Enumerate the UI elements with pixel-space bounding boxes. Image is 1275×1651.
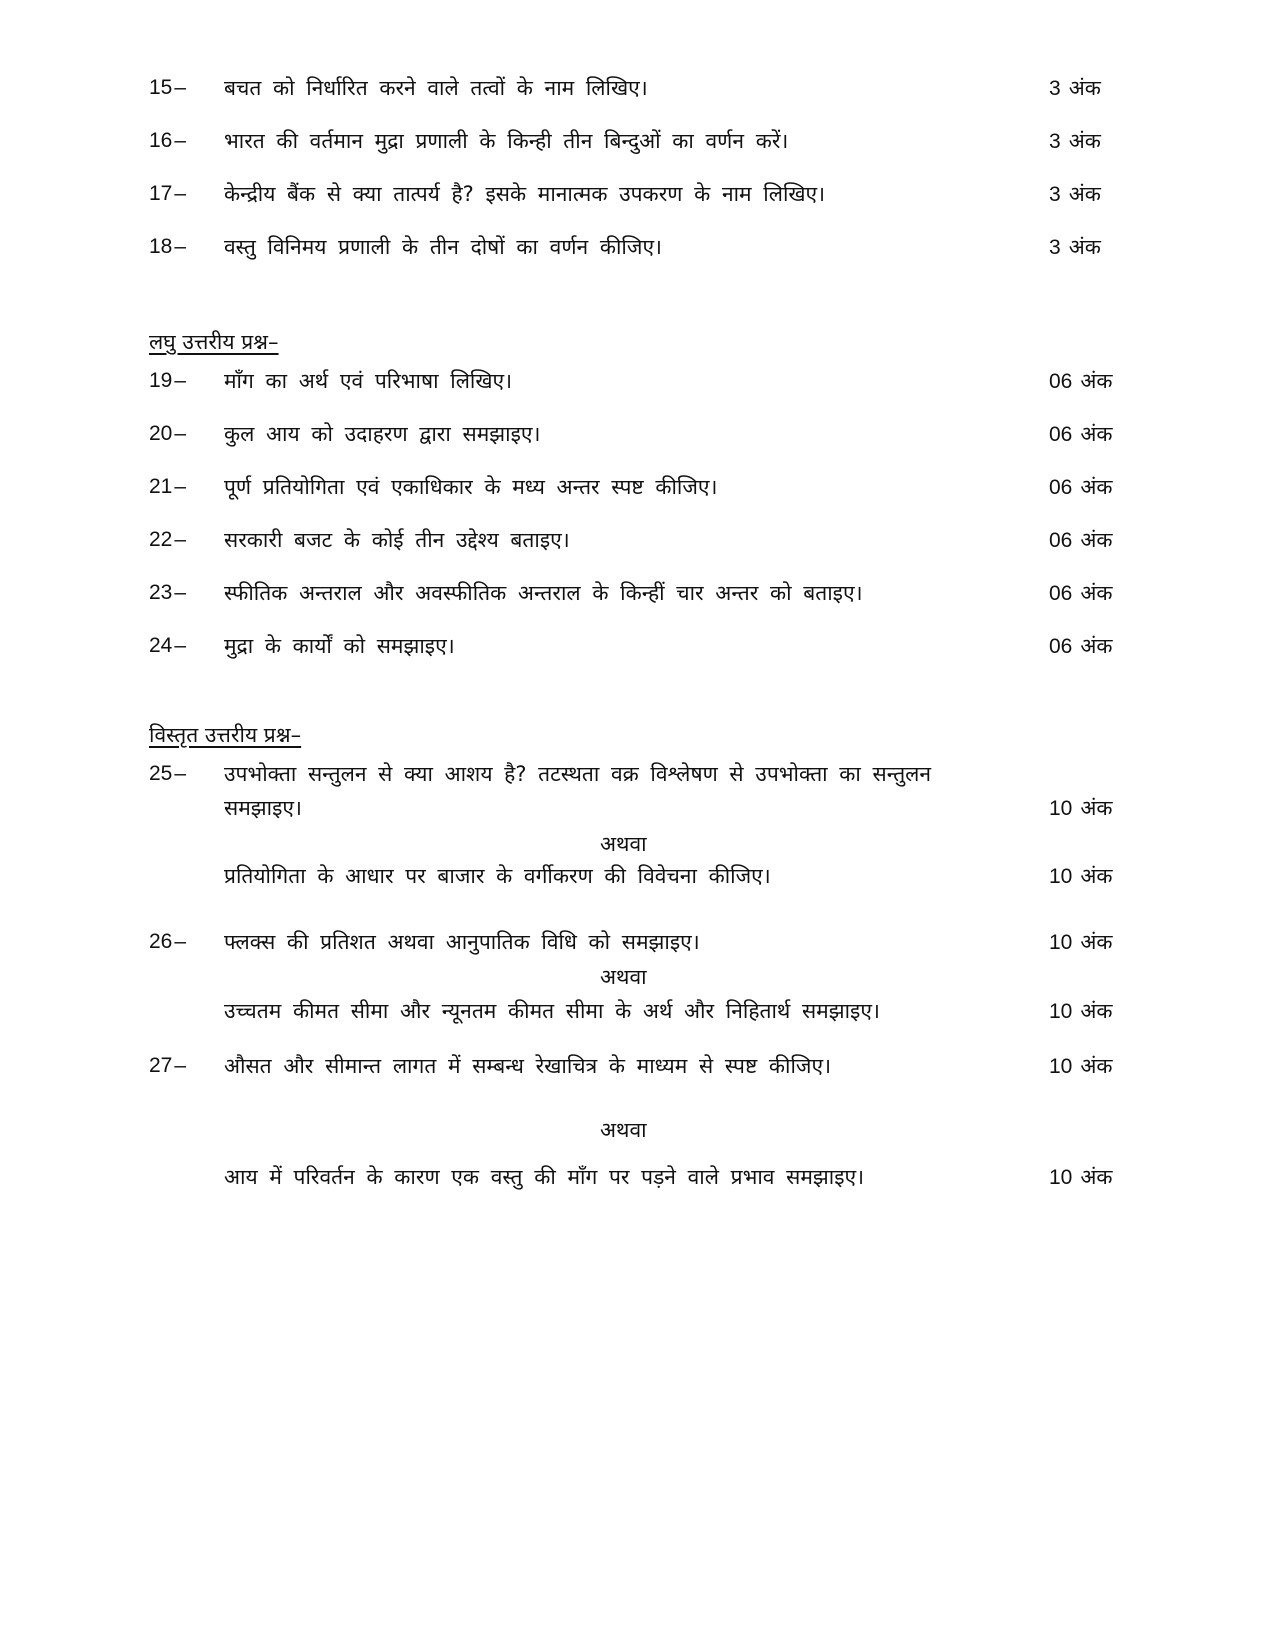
question-number: 16 xyxy=(149,129,173,152)
question-row: 21– पूर्ण प्रतियोगिता एवं एकाधिकार के मध्य अन्तर स्पष्ट कीजिए। 06 अंक xyxy=(0,471,1275,503)
question-text: केन्द्रीय बैंक से क्या तात्पर्य है? इसके मानात्मक उपकरण के नाम लिखिए। xyxy=(224,182,826,206)
question-number: 27 xyxy=(149,1054,173,1077)
question-number: 26 xyxy=(149,930,173,953)
or-separator: अथवा xyxy=(600,965,647,989)
question-text: सरकारी बजट के कोई तीन उद्देश्य बताइए। xyxy=(224,528,570,552)
marks: 06 अंक xyxy=(1049,422,1113,446)
question-alt-row xyxy=(0,995,1275,1027)
question-number: 24 xyxy=(149,634,173,657)
question-row-continued xyxy=(0,792,1275,824)
question-alt-row xyxy=(0,860,1275,892)
question-number: 20 xyxy=(149,422,173,445)
question-row: 26– फ्लक्स की प्रतिशत अथवा आनुपातिक विधि को समझाइए। 10 अंक xyxy=(0,926,1275,958)
marks: 10 अंक xyxy=(1049,1054,1113,1078)
marks: 06 अंक xyxy=(1049,475,1113,499)
question-text: उपभोक्ता सन्तुलन से क्या आशय है? तटस्थता वक्र विश्लेषण से उपभोक्ता का सन्तुलन xyxy=(224,762,932,786)
question-row: 15– बचत को निर्धारित करने वाले तत्वों के नाम लिखिए। 3 अंक xyxy=(0,72,1275,104)
question-text: भारत की वर्तमान मुद्रा प्रणाली के किन्ही तीन बिन्दुओं का वर्णन करें। xyxy=(224,129,789,153)
question-row: 18– वस्तु विनिमय प्रणाली के तीन दोषों का वर्णन कीजिए। 3 अंक xyxy=(0,231,1275,263)
question-number: 25 xyxy=(149,762,173,785)
question-text: बचत को निर्धारित करने वाले तत्वों के नाम लिखिए। xyxy=(224,76,648,100)
question-row: 27– औसत और सीमान्त लागत में सम्बन्ध रेखाचित्र के माध्यम से स्पष्ट कीजिए। 10 अंक xyxy=(0,1050,1275,1082)
question-row: 16– भारत की वर्तमान मुद्रा प्रणाली के किन्ही तीन बिन्दुओं का वर्णन करें। 3 अंक xyxy=(0,125,1275,157)
marks: 3 अंक xyxy=(1049,182,1101,206)
question-text: स्फीतिक अन्तराल और अवस्फीतिक अन्तराल के किन्हीं चार अन्तर को बताइए। xyxy=(224,581,863,605)
question-text: माँग का अर्थ एवं परिभाषा लिखिए। xyxy=(224,369,513,393)
marks: 06 अंक xyxy=(1049,634,1113,658)
question-text: कुल आय को उदाहरण द्वारा समझाइए। xyxy=(224,422,541,446)
question-text: औसत और सीमान्त लागत में सम्बन्ध रेखाचित्र के माध्यम से स्पष्ट कीजिए। xyxy=(224,1054,832,1078)
marks: 10 अंक xyxy=(1049,1165,1113,1189)
section-heading-long-answer: विस्तृत उत्तरीय प्रश्न– xyxy=(149,723,302,747)
marks: 3 अंक xyxy=(1049,76,1101,100)
question-text: वस्तु विनिमय प्रणाली के तीन दोषों का वर्णन कीजिए। xyxy=(224,235,663,259)
question-row: 20– कुल आय को उदाहरण द्वारा समझाइए। 06 अंक xyxy=(0,418,1275,450)
question-text: मुद्रा के कार्यों को समझाइए। xyxy=(224,634,455,658)
question-number: 22 xyxy=(149,528,173,551)
marks: 10 अंक xyxy=(1049,796,1113,820)
marks: 06 अंक xyxy=(1049,369,1113,393)
question-number: 21 xyxy=(149,475,173,498)
marks: 06 अंक xyxy=(1049,528,1113,552)
question-alt-row xyxy=(0,1161,1275,1193)
question-text: प्रतियोगिता के आधार पर बाजार के वर्गीकरण की विवेचना कीजिए। xyxy=(224,864,771,888)
marks: 10 अंक xyxy=(1049,999,1113,1023)
question-text: पूर्ण प्रतियोगिता एवं एकाधिकार के मध्य अन्तर स्पष्ट कीजिए। xyxy=(224,475,718,499)
or-separator: अथवा xyxy=(600,832,647,856)
question-row: 24– मुद्रा के कार्यों को समझाइए। 06 अंक xyxy=(0,630,1275,662)
marks: 10 अंक xyxy=(1049,930,1113,954)
marks: 3 अंक xyxy=(1049,235,1101,259)
question-row: 23– स्फीतिक अन्तराल और अवस्फीतिक अन्तराल के किन्हीं चार अन्तर को बताइए। 06 अंक xyxy=(0,577,1275,609)
question-number: 15 xyxy=(149,76,173,99)
marks: 3 अंक xyxy=(1049,129,1101,153)
question-row: 25– उपभोक्ता सन्तुलन से क्या आशय है? तटस्थता वक्र विश्लेषण से उपभोक्ता का सन्तुलन xyxy=(0,758,1275,790)
question-row: 19– माँग का अर्थ एवं परिभाषा लिखिए। 06 अंक xyxy=(0,365,1275,397)
question-number: 17 xyxy=(149,182,173,205)
question-row: 17– केन्द्रीय बैंक से क्या तात्पर्य है? इसके मानात्मक उपकरण के नाम लिखिए। 3 अंक xyxy=(0,178,1275,210)
question-text: आय में परिवर्तन के कारण एक वस्तु की माँग पर पड़ने वाले प्रभाव समझाइए। xyxy=(224,1165,865,1189)
question-number: 18 xyxy=(149,235,173,258)
marks: 10 अंक xyxy=(1049,864,1113,888)
question-number: 23 xyxy=(149,581,173,604)
or-separator: अथवा xyxy=(600,1118,647,1142)
section-heading-short-answer: लघु उत्तरीय प्रश्न– xyxy=(149,330,279,354)
question-row: 22– सरकारी बजट के कोई तीन उद्देश्य बताइए। 06 अंक xyxy=(0,524,1275,556)
marks: 06 अंक xyxy=(1049,581,1113,605)
question-number: 19 xyxy=(149,369,173,392)
question-text: समझाइए। xyxy=(224,796,302,820)
question-text: उच्चतम कीमत सीमा और न्यूनतम कीमत सीमा के अर्थ और निहितार्थ समझाइए। xyxy=(224,999,880,1023)
question-text: फ्लक्स की प्रतिशत अथवा आनुपातिक विधि को समझाइए। xyxy=(224,930,700,954)
